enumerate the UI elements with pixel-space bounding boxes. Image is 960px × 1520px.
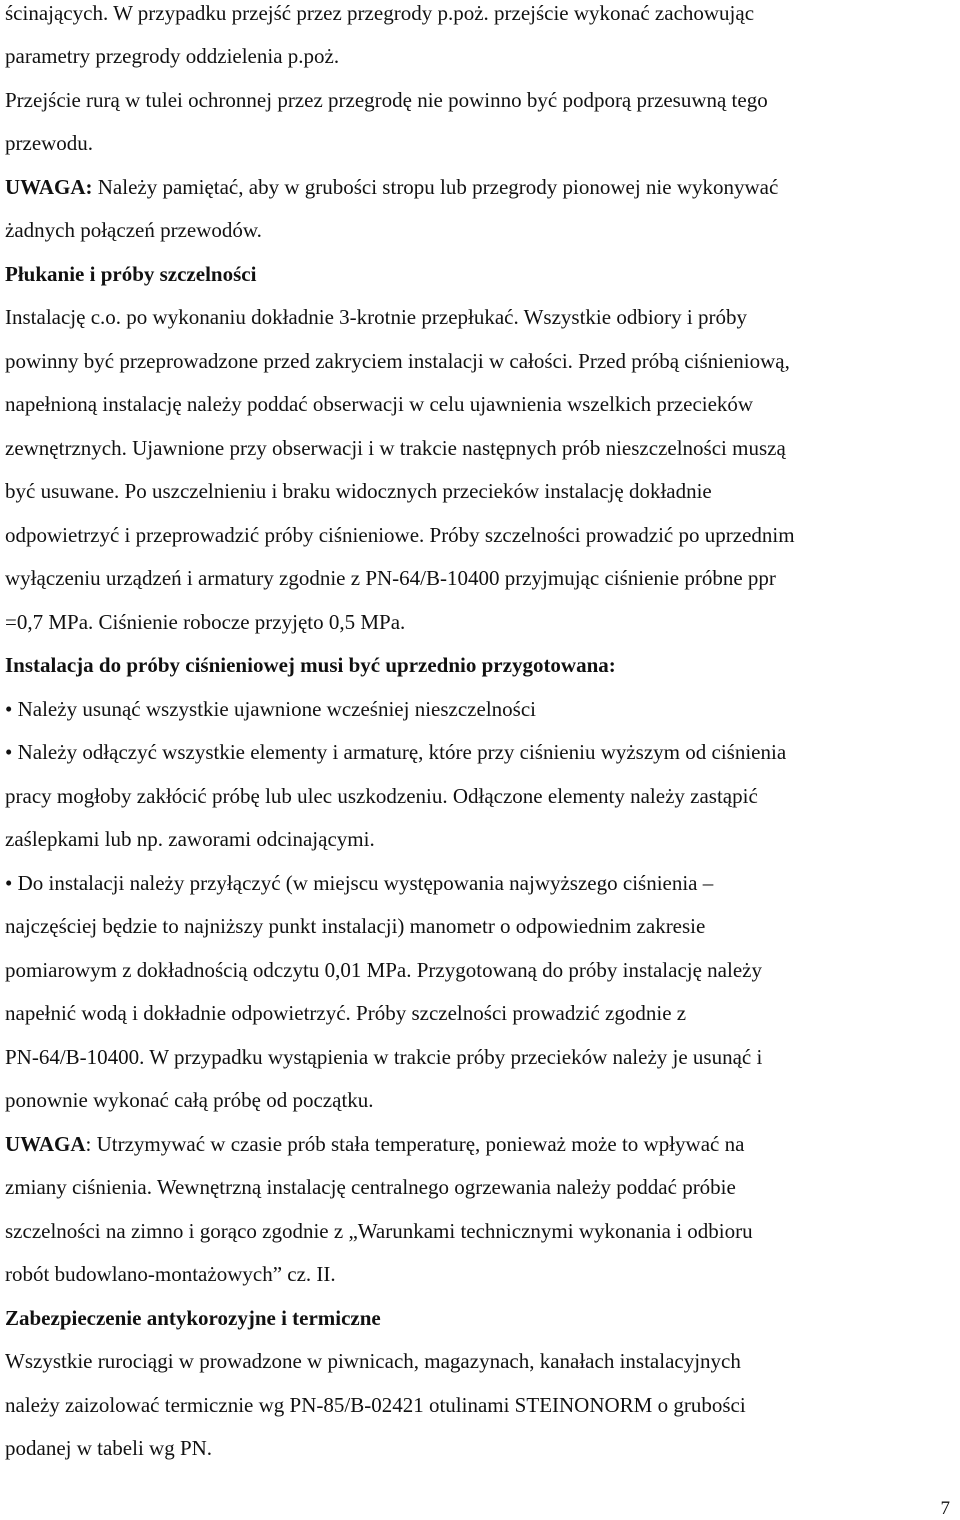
- warning-text: Należy pamiętać, aby w grubości stropu lub przegrody pionowej nie wykonywać: [92, 175, 779, 199]
- warning-label: UWAGA:: [5, 175, 93, 199]
- section-heading: Instalacja do próby ciśnieniowej musi być uprzednio przygotowana:: [5, 653, 616, 677]
- text-line: powinny być przeprowadzone przed zakryciem instalacji w całości. Przed próbą ciśnieniową,: [5, 349, 790, 373]
- text-line: parametry przegrody oddzielenia p.poż.: [5, 44, 340, 68]
- text-line: być usuwane. Po uszczelnieniu i braku widocznych przecieków instalację dokładnie: [5, 479, 712, 503]
- text-line: PN-64/B-10400. W przypadku wystąpienia w trakcie próby przecieków należy je usunąć i: [5, 1045, 763, 1069]
- page-number: 7: [940, 1498, 950, 1519]
- text-line: ścinających. W przypadku przejść przez przegrody p.poż. przejście wykonać zachowując: [5, 1, 755, 25]
- text-line: Przejście rurą w tulei ochronnej przez przegrodę nie powinno być podporą przesuwną tego: [5, 88, 768, 112]
- text-line: ponownie wykonać całą próbę od początku.: [5, 1088, 374, 1112]
- warning-line: [5, 175, 778, 199]
- text-line: napełnioną instalację należy poddać obserwacji w celu ujawnienia wszelkich przecieków: [5, 392, 754, 416]
- text-line: Instalację c.o. po wykonaniu dokładnie 3-krotnie przepłukać. Wszystkie odbiory i próby: [5, 305, 747, 329]
- text-line: przewodu.: [5, 131, 94, 155]
- text-line: napełnić wodą i dokładnie odpowietrzyć. Próby szczelności prowadzić zgodnie z: [5, 1001, 687, 1025]
- section-heading: Płukanie i próby szczelności: [5, 262, 257, 286]
- list-item: • Do instalacji należy przyłączyć (w miejscu występowania najwyższego ciśnienia –: [5, 871, 714, 895]
- text-line: odpowietrzyć i przeprowadzić próby ciśnieniowe. Próby szczelności prowadzić po uprzednim: [5, 523, 795, 547]
- text-line: Wszystkie rurociągi w prowadzone w piwnicach, magazynach, kanałach instalacyjnych: [5, 1349, 741, 1373]
- text-line: najczęściej będzie to najniższy punkt instalacji) manometr o odpowiednim zakresie: [5, 914, 706, 938]
- text-line: szczelności na zimno i gorąco zgodnie z „Warunkami technicznymi wykonania i odbioru: [5, 1219, 753, 1243]
- text-line: robót budowlano-montażowych” cz. II.: [5, 1262, 336, 1286]
- text-line: zaślepkami lub np. zaworami odcinającymi.: [5, 827, 375, 851]
- text-line: należy zaizolować termicznie wg PN-85/B-02421 otulinami STEINONORM o grubości: [5, 1393, 746, 1417]
- section-heading: Zabezpieczenie antykorozyjne i termiczne: [5, 1306, 381, 1330]
- text-line: zmiany ciśnienia. Wewnętrzną instalację centralnego ogrzewania należy poddać próbie: [5, 1175, 736, 1199]
- text-line: pomiarowym z dokładnością odczytu 0,01 MPa. Przygotowaną do próby instalację należy: [5, 958, 762, 982]
- text-line: wyłączeniu urządzeń i armatury zgodnie z PN-64/B-10400 przyjmując ciśnienie próbne ppr: [5, 566, 776, 590]
- text-line: =0,7 MPa. Ciśnienie robocze przyjęto 0,5 MPa.: [5, 610, 406, 634]
- text-line: podanej w tabeli wg PN.: [5, 1436, 213, 1460]
- warning-line: [5, 1132, 744, 1156]
- list-item: • Należy odłączyć wszystkie elementy i armaturę, które przy ciśnieniu wyższym od ciśnienia: [5, 740, 787, 764]
- warning-text: : Utrzymywać w czasie prób stała temperaturę, ponieważ może to wpływać na: [85, 1132, 745, 1156]
- text-line: pracy mogłoby zakłócić próbę lub ulec uszkodzeniu. Odłączone elementy należy zastąpić: [5, 784, 758, 808]
- warning-label: UWAGA: [5, 1132, 86, 1156]
- text-line: żadnych połączeń przewodów.: [5, 218, 262, 242]
- list-item: • Należy usunąć wszystkie ujawnione wcześniej nieszczelności: [5, 697, 536, 721]
- text-line: zewnętrznych. Ujawnione przy obserwacji i w trakcie następnych prób nieszczelności muszą: [5, 436, 786, 460]
